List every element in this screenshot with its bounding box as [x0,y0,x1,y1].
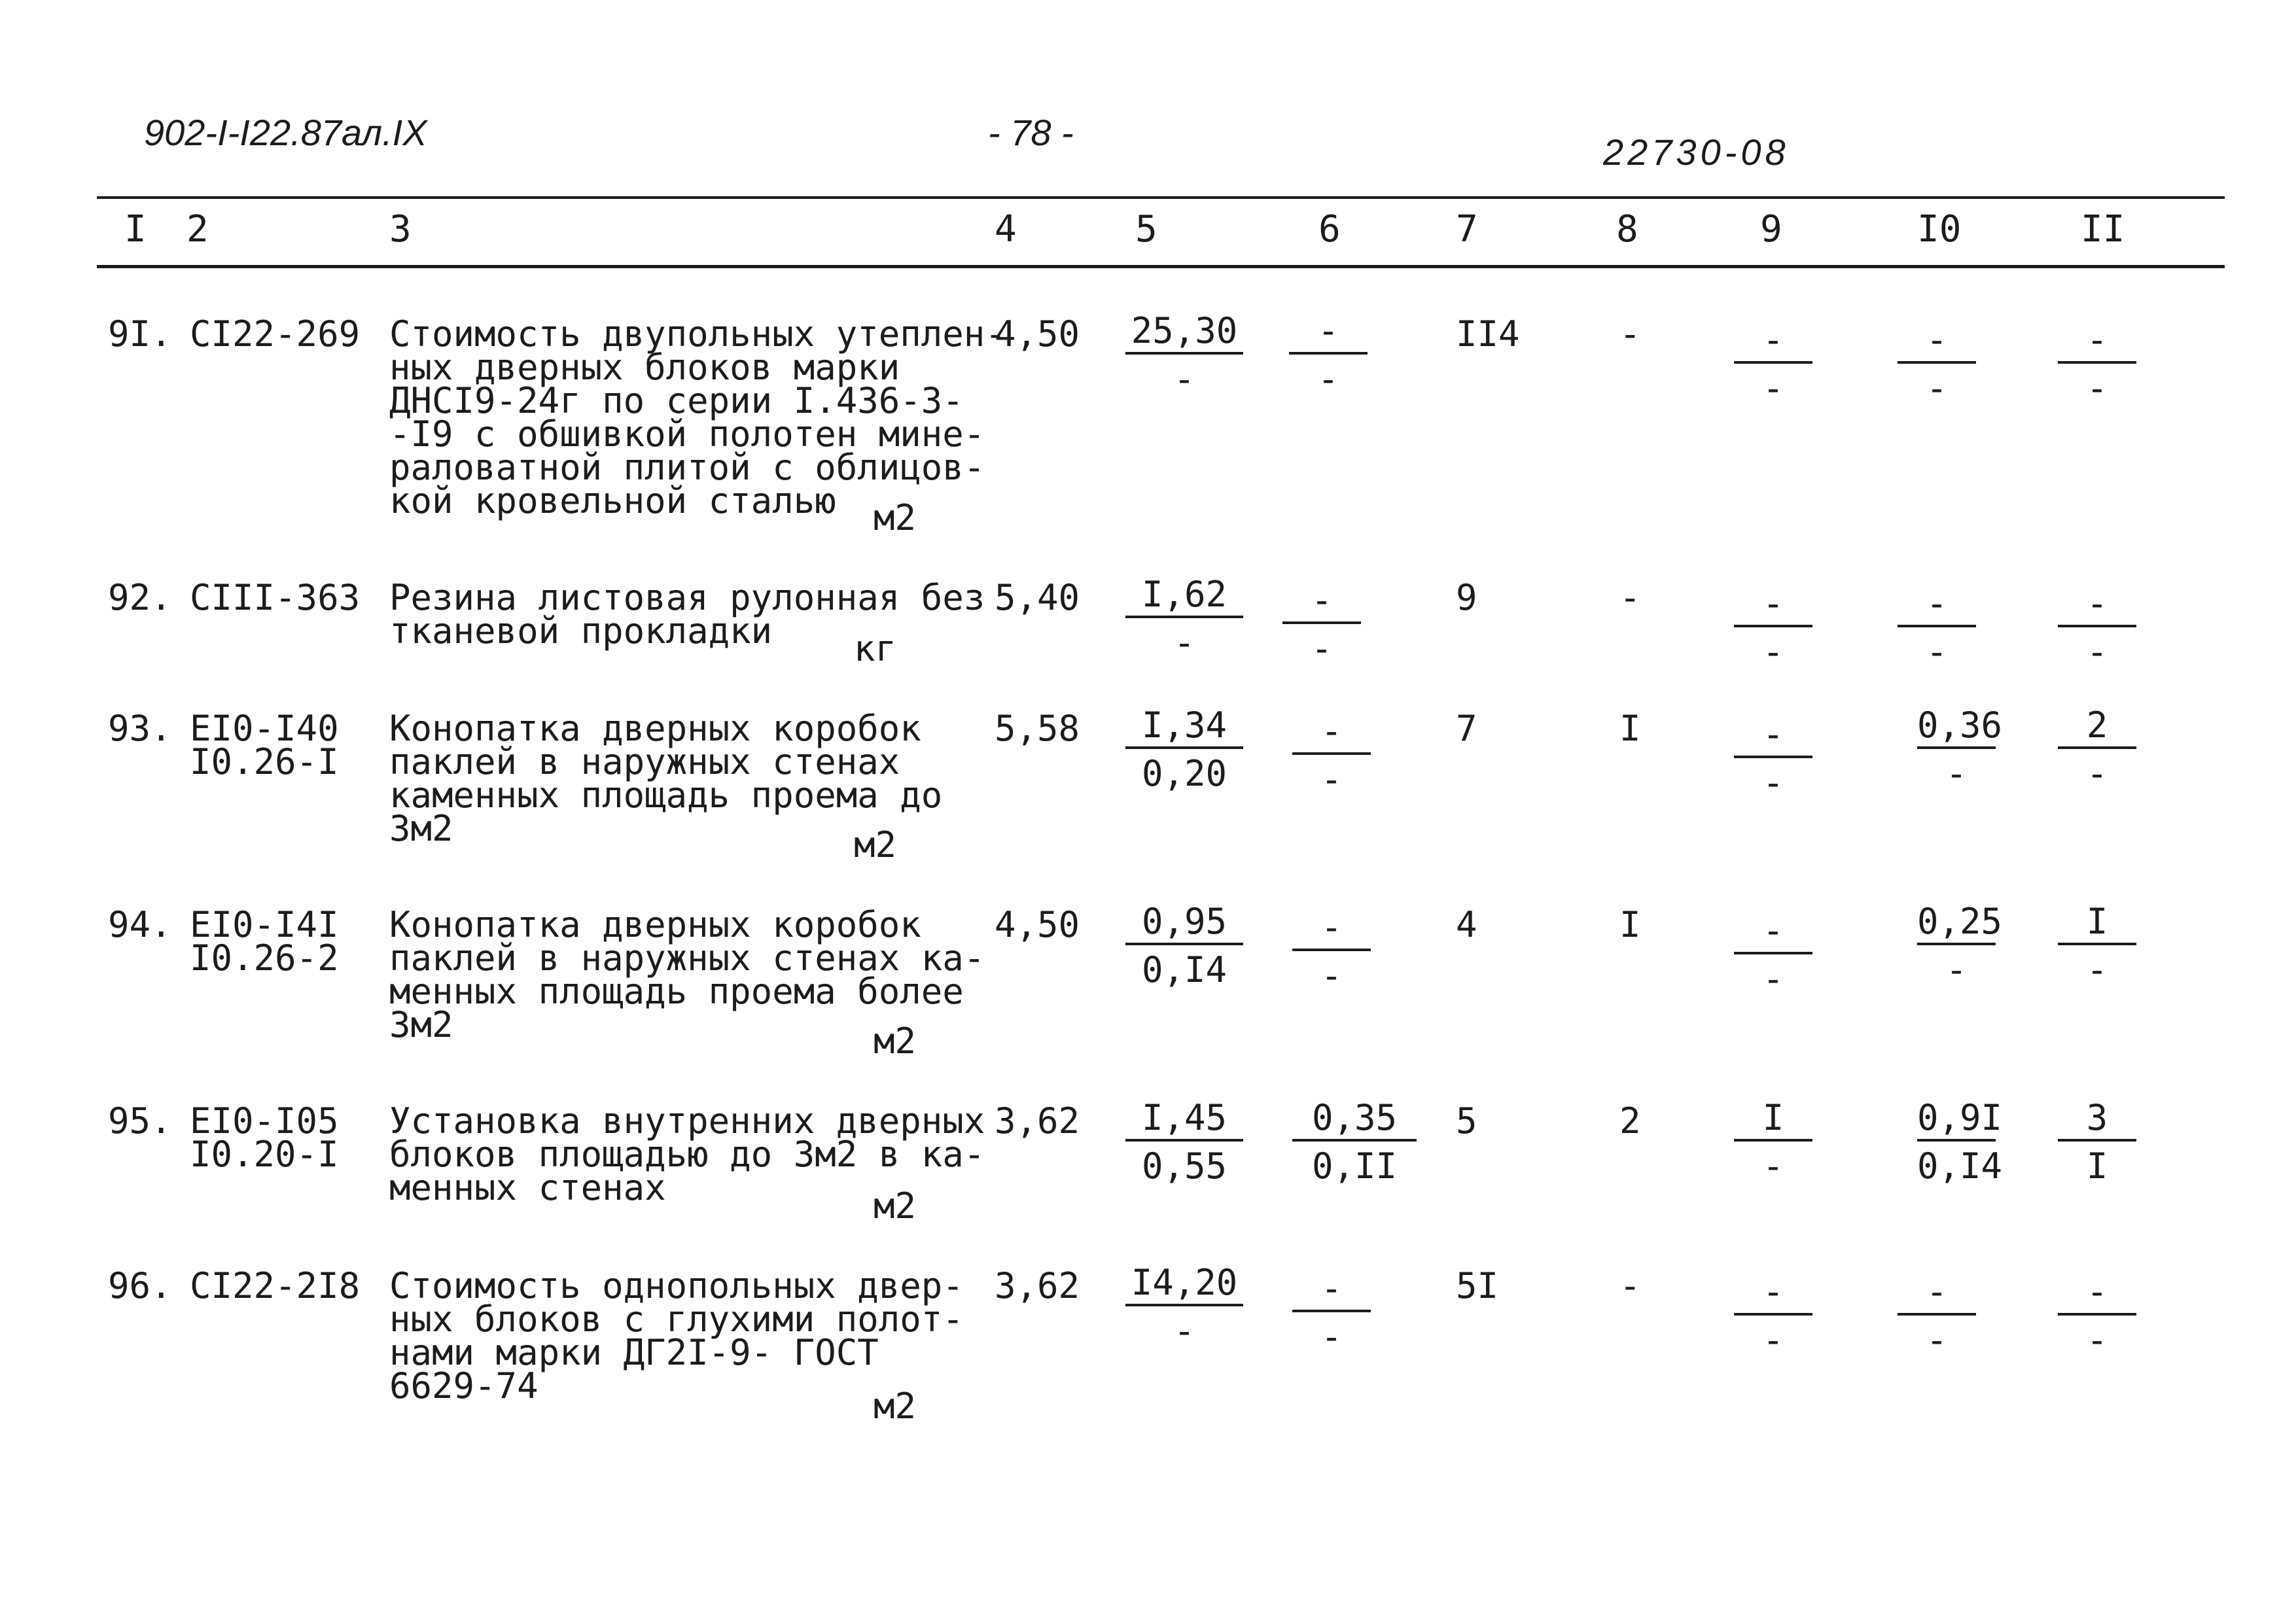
col4-value: 4,50 [995,313,1080,355]
col4-value: 4,50 [995,904,1080,945]
column-header: I [124,208,147,251]
col11-fraction: $\frac{3}{I}$ [2058,1100,2136,1185]
col11-fraction: 2 - [2058,707,2136,792]
col6-fraction: - - [1292,909,1371,994]
col6-fraction: $\frac{0,35}{0,II}$ [1292,1100,1417,1185]
col4-value: 5,40 [995,577,1080,618]
row-code-secondary: I0.26-I [190,741,339,782]
col8-value: I [1619,904,1641,945]
column-header: 7 [1456,208,1478,251]
column-header: II [2081,208,2125,251]
row-number: 92. [108,577,172,618]
col8-value: - [1619,1265,1641,1306]
row-unit: м2 [874,1185,917,1227]
row-number: 95. [108,1100,172,1142]
col9-fraction: - - [1734,322,1812,407]
column-header: 5 [1135,208,1157,251]
column-header: I0 [1917,208,1962,251]
col8-value: I [1619,708,1641,749]
document-code: 902-I-I22.87ал.IX [144,112,427,153]
col7-value: II4 [1456,313,1520,355]
col7-value: 4 [1456,904,1477,945]
table-top-rule [97,196,2225,199]
col4-value: 3,62 [995,1100,1080,1142]
col6-fraction: - - [1282,582,1361,667]
row-code-secondary: I0.20-I [190,1134,339,1175]
col11-fraction: I - [2058,903,2136,988]
row-description: Конопатка дверных коробок паклей в наружных стенах ка- менных площадь проема более 3м2 [389,904,985,1045]
col8-value: - [1619,577,1641,618]
col10-fraction: - - [1898,1274,1976,1359]
page-number: - 78 - [988,112,1074,153]
row-description: Конопатка дверных коробок паклей в наружных стенах каменных площадь проема до 3м2 [389,708,943,849]
row-code: CI22-269 [190,313,361,355]
row-unit: кг [854,628,897,669]
row-number: 9I. [108,313,172,355]
row-description: Установка внутренних дверных блоков площадью до 3м2 в ка- менных стенах [389,1100,985,1208]
col11-fraction: - - [2058,585,2136,671]
column-header: 8 [1616,208,1638,251]
col11-fraction: - - [2058,1274,2136,1359]
col6-fraction: - - [1292,713,1371,798]
row-code: EI0-I40 [190,708,339,749]
col8-value: 2 [1619,1100,1641,1142]
column-header: 4 [995,208,1017,251]
col7-value: 7 [1456,708,1477,749]
col10-fraction: $\frac{0,9I}{0,I4}$ [1917,1097,2003,1187]
row-description: Резина листовая рулонная без тканевой прокладки [389,577,985,652]
row-unit: м2 [874,497,917,538]
row-number: 96. [108,1265,172,1306]
row-code: EI0-I4I [190,904,339,945]
col10-fraction: - - [1898,585,1976,671]
col9-fraction: - - [1734,913,1812,998]
row-number: 93. [108,708,172,749]
row-code: EI0-I05 [190,1100,339,1142]
col5-fraction: $\frac{I,34}{0,20}$ [1125,707,1243,792]
col10-fraction: 0,25 - [1917,901,2003,990]
col9-fraction: - - [1734,716,1812,801]
col6-fraction: - - [1292,1270,1371,1355]
column-header: 6 [1318,208,1341,251]
col4-value: 5,58 [995,708,1080,749]
row-unit: м2 [874,1386,917,1427]
col10-fraction: - - [1898,322,1976,407]
col5-fraction: $\frac{0,95}{0,I4}$ [1125,903,1243,988]
col5-fraction: 25,30 - [1125,313,1243,398]
column-header: 9 [1760,208,1782,251]
col11-fraction: - - [2058,322,2136,407]
row-unit: м2 [874,1021,917,1062]
col10-fraction: 0,36 - [1917,705,2003,794]
col7-value: 5 [1456,1100,1477,1142]
col5-fraction: I,62 - [1125,576,1243,661]
col7-value: 5I [1456,1265,1499,1306]
row-code-secondary: I0.26-2 [190,937,339,979]
row-code: CIII-363 [190,577,361,618]
row-unit: м2 [854,824,897,865]
row-description: Стоимость двупольных утеплен- ных дверных блоков марки ДНСI9-24г по серии I.436-3- -I9 с обшивкой полотен мине- раловатной плитой с облицов- кой кровельной сталью [389,313,1006,521]
col9-fraction: I - [1734,1100,1812,1185]
col9-fraction: - - [1734,1274,1812,1359]
table-header-rule [97,265,2225,268]
col4-value: 3,62 [995,1265,1080,1306]
col5-fraction: I4,20 - [1125,1265,1243,1350]
col7-value: 9 [1456,577,1477,618]
col5-fraction: $\frac{I,45}{0,55}$ [1125,1100,1243,1185]
column-header: 3 [389,208,412,251]
col8-value: - [1619,313,1641,355]
col6-fraction: - - [1289,313,1368,398]
col9-fraction: - - [1734,585,1812,671]
inventory-number: 22730-08 [1603,131,1790,173]
column-header: 2 [186,208,209,251]
row-description: Стоимость однопольных двер- ных блоков с глухими полот- нами марки ДГ2I-9- ГОСТ 6629-74 [389,1265,964,1406]
row-number: 94. [108,904,172,945]
row-code: CI22-2I8 [190,1265,361,1306]
